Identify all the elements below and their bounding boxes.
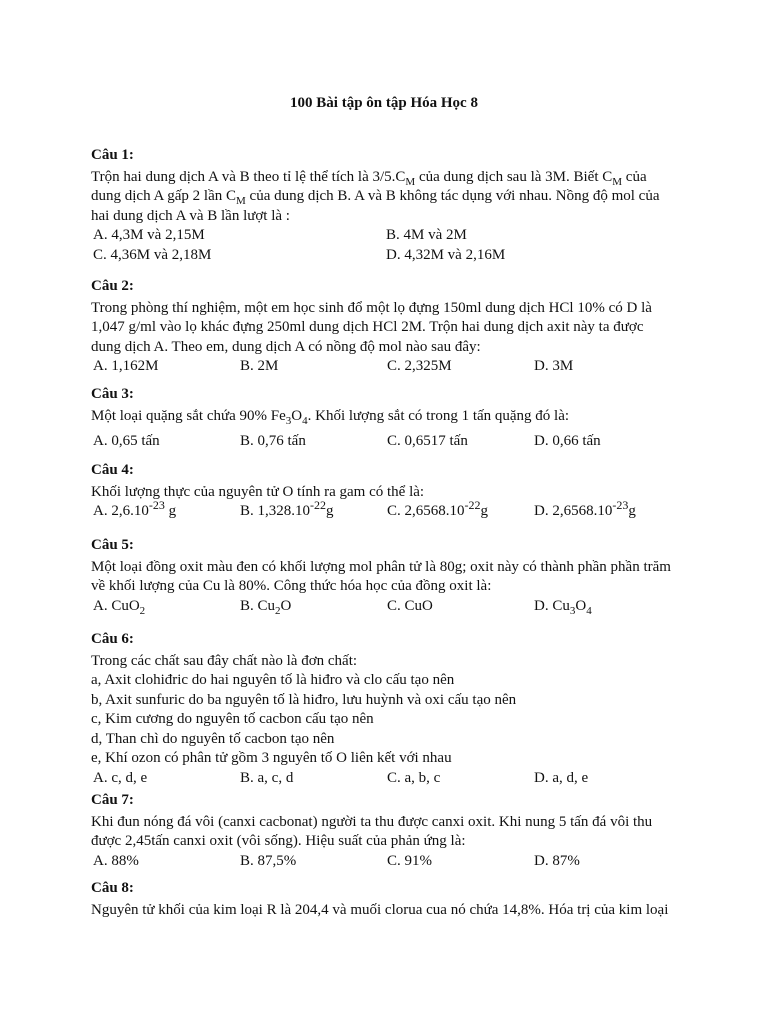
q3-option-d: D. 0,66 tấn: [534, 433, 601, 449]
question-5-options: [91, 597, 691, 617]
q7-option-d: D. 87%: [534, 852, 580, 869]
question-1-options-row-2: [91, 246, 691, 266]
question-6-line-2: a, Axit clohiđric do hai nguyên tố là hiđro và clo cấu tạo nên: [91, 672, 455, 688]
q5-option-a: [93, 597, 145, 617]
q3-line1-part-b: O: [291, 407, 303, 424]
question-5-line-2: về khối lượng của Cu là 80%. Công thức hóa học của đồng oxit là:: [91, 578, 492, 594]
q4-option-d-text: D. 2,6568.10: [534, 503, 613, 519]
q4-option-b: [240, 498, 334, 522]
q1-line1-part-a: Trộn hai dung dịch A và B theo tỉ lệ thể tích là 3/5.C: [91, 168, 406, 185]
q5-option-d-mid: O: [575, 597, 587, 614]
question-1-options-row-1: [91, 226, 691, 246]
question-4-line-1: Khối lượng thực của nguyên tử O tính ra gam có thể là:: [91, 483, 425, 500]
q3-sub-4: 4: [302, 414, 308, 427]
q1-line1-sub-m2: M: [612, 175, 623, 188]
question-7-line-2: được 2,45tấn canxi oxit (vôi sống). Hiệu suất của phản ứng là:: [91, 833, 466, 849]
q5-option-d-sub-2: 4: [586, 604, 592, 617]
question-6-text: [91, 652, 691, 769]
q4-option-d: [534, 498, 636, 522]
q3-line1-part-a: Một loại quặng sắt chứa 90% Fe: [91, 407, 286, 424]
q4-option-d-unit: g: [628, 503, 636, 519]
question-2-line-1: Trong phòng thí nghiệm, một em học sinh đổ một lọ đựng 150ml dung dịch HCl 10% có D là: [91, 299, 652, 316]
q6-option-c: C. a, b, c: [387, 769, 441, 786]
question-2: [91, 277, 691, 377]
q1-line2-sub-m: M: [236, 195, 246, 207]
question-2-heading: Câu 2:: [91, 278, 134, 294]
question-2-options: [91, 357, 691, 377]
q2-option-a: A. 1,162M: [93, 358, 159, 374]
question-8-line-1: Nguyên tử khối của kim loại R là 204,4 và muối clorua cua nó chứa 14,8%. Hóa trị của kim loại: [91, 901, 669, 918]
q7-option-a: A. 88%: [93, 852, 139, 869]
question-6-options: [91, 769, 691, 789]
q3-option-a: A. 0,65 tấn: [93, 433, 160, 449]
question-6-line-6: e, Khí ozon có phân tử gồm 3 nguyên tố O liên kết với nhau: [91, 750, 452, 766]
question-8: [91, 879, 711, 920]
question-4-text: [91, 483, 691, 503]
question-5-heading: Câu 5:: [91, 537, 134, 553]
q5-option-b-text: B. Cu: [240, 597, 276, 614]
question-6-line-3: b, Axit sunfuric do ba nguyên tố là hiđro, lưu huỳnh và oxi cấu tạo nên: [91, 691, 517, 708]
question-1-heading: Câu 1:: [91, 147, 134, 163]
q4-option-c: [387, 498, 489, 522]
question-2-line-2: 1,047 g/ml vào lọ khác đựng 250ml dung dịch HCl 2M. Trộn hai dung dịch axit này ta được: [91, 319, 644, 335]
q6-option-b: B. a, c, d: [240, 769, 294, 786]
q4-option-a-unit: g: [164, 503, 177, 519]
q1-option-b: B. 4M và 2M: [386, 227, 467, 243]
question-3: [91, 385, 691, 452]
question-6: [91, 630, 691, 789]
q5-option-a-text: A. CuO: [93, 597, 140, 614]
q3-line1-part-c: . Khối lượng sắt có trong 1 tấn quặng đó là:: [307, 407, 570, 424]
q1-line2-part-b: của dung dịch B. A và B không tác dụng với nhau. Nồng độ mol của: [245, 188, 660, 204]
q5-option-b-sub: 2: [275, 604, 281, 617]
q4-option-c-unit: g: [480, 503, 489, 519]
q4-option-c-exponent: -22: [464, 498, 481, 512]
question-7-line-1: Khi đun nóng đá vôi (canxi cacbonat) người ta thu được canxi oxit. Khi nung 5 tấn đá vôi thu: [91, 813, 653, 830]
question-7-options: [91, 852, 691, 872]
q2-option-b: B. 2M: [240, 358, 279, 374]
question-3-line-1: [91, 407, 691, 427]
question-6-line-5: d, Than chì do nguyên tố cacbon tạo nên: [91, 730, 335, 747]
q4-option-b-exponent: -22: [310, 498, 327, 512]
question-7-text: [91, 813, 691, 852]
q4-option-d-exponent: -23: [612, 498, 629, 512]
q7-option-b: B. 87,5%: [240, 852, 297, 869]
question-1-line-2: [91, 187, 691, 207]
q3-option-b: B. 0,76 tấn: [240, 433, 306, 449]
question-2-text: [91, 299, 691, 358]
question-6-line-1: Trong các chất sau đây chất nào là đơn chất:: [91, 652, 358, 669]
question-3-heading: Câu 3:: [91, 386, 134, 402]
q1-line1-sub-m: M: [405, 175, 416, 188]
question-1-line-3: hai dung dịch A và B lần lượt là :: [91, 207, 290, 224]
question-7: [91, 791, 691, 872]
q5-option-b-end: O: [280, 597, 292, 614]
question-3-options: [91, 432, 691, 452]
q4-option-b-text: B. 1,328.10: [240, 503, 311, 519]
question-1-text: [91, 168, 691, 227]
q1-option-c: C. 4,36M và 2,18M: [93, 247, 212, 263]
q1-option-a: A. 4,3M và 2,15M: [93, 227, 205, 243]
q1-option-d: D. 4,32M và 2,16M: [386, 247, 506, 263]
q1-line1-part-c: của: [622, 168, 647, 185]
question-8-heading: Câu 8:: [91, 880, 134, 896]
question-4: [91, 461, 691, 522]
question-7-heading: Câu 7:: [91, 792, 134, 808]
question-5: [91, 536, 691, 617]
q2-option-d: D. 3M: [534, 358, 574, 374]
q1-line2-part-a: dung dịch A gấp 2 lần C: [91, 188, 236, 204]
q6-option-d: D. a, d, e: [534, 769, 589, 786]
q4-option-a: [93, 498, 177, 522]
question-4-options: [91, 498, 691, 522]
question-5-text: [91, 558, 691, 597]
q4-option-a-exponent: -23: [148, 498, 165, 512]
q5-option-b: [240, 597, 291, 617]
q5-option-a-sub: 2: [139, 604, 146, 617]
q3-option-c: C. 0,6517 tấn: [387, 433, 468, 449]
question-6-line-4: c, Kim cương do nguyên tố cacbon cấu tạo nên: [91, 711, 374, 727]
q5-option-d-sub-1: 3: [569, 604, 576, 617]
q1-line1-part-b: của dung dịch sau là 3M. Biết C: [415, 168, 613, 185]
q4-option-c-text: C. 2,6568.10: [387, 503, 465, 519]
q5-option-d: [534, 597, 592, 617]
q6-option-a: A. c, d, e: [93, 769, 148, 786]
question-8-text: [91, 901, 711, 921]
q4-option-a-text: A. 2,6.10: [93, 503, 149, 519]
question-6-heading: Câu 6:: [91, 631, 134, 647]
q4-option-b-unit: g: [326, 503, 334, 519]
question-4-heading: Câu 4:: [91, 462, 134, 478]
question-5-line-1: Một loại đồng oxit màu đen có khối lượng mol phân tử là 80g; oxit này có thành phần phần trăm: [91, 558, 671, 575]
question-3-text: [91, 407, 691, 427]
q3-sub-3: 3: [285, 414, 292, 427]
q5-option-c: C. CuO: [387, 597, 433, 614]
q5-option-d-text: D. Cu: [534, 597, 570, 614]
question-1-line-1: [91, 168, 691, 188]
question-1: [91, 146, 691, 266]
q7-option-c: C. 91%: [387, 852, 432, 869]
document-title: 100 Bài tập ôn tập Hóa Học 8: [290, 95, 478, 111]
q2-option-c: C. 2,325M: [387, 358, 452, 374]
question-2-line-3: dung dịch A. Theo em, dung dịch A có nồng độ mol nào sau đây:: [91, 338, 481, 355]
